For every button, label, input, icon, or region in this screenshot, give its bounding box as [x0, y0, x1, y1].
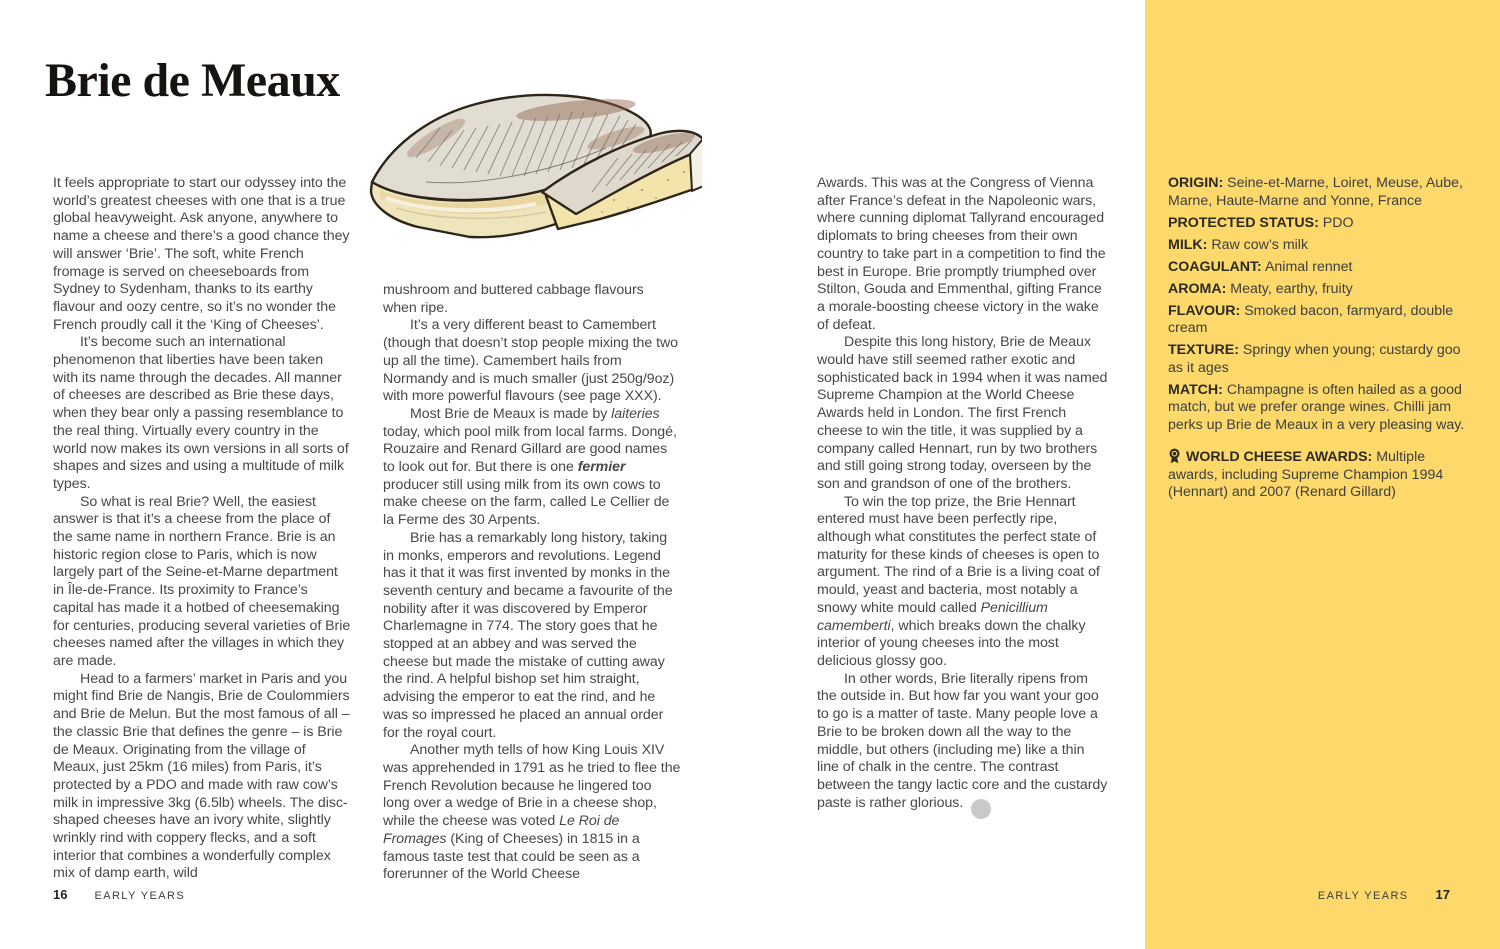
page-title: Brie de Meaux: [45, 54, 340, 107]
fact-label: ORIGIN:: [1168, 175, 1224, 191]
section-label-right: EARLY YEARS: [1317, 890, 1409, 902]
paragraph: Most Brie de Meaux is made by laiteries today, which pool milk from local farms. Dongé, Rouzaire and Renard Gillard are good names to look out for. But there is one fermier producer still using milk from its own cows to make cheese on the farm, called Le Cellier de la Ferme des 30 Arpents.: [383, 405, 677, 529]
brie-cheese-illustration: [366, 86, 702, 254]
fact-label: WORLD CHEESE AWARDS:: [1186, 449, 1373, 465]
page-number-left: 16: [53, 887, 68, 902]
footer-right: [1318, 887, 1450, 902]
fact-label: MATCH:: [1168, 381, 1223, 398]
paragraph: It’s become such an international phenomenon that liberties have been taken with its name through the decades. All manner of cheeses are described as Brie these days, when they bear only a passing resemblance to the real thing. Virtually every country in the world now makes its own versions in all sorts of shapes and sizes and using a multitude of milk types.: [53, 334, 349, 492]
paragraph: Brie has a remarkably long history, taking in monks, emperors and revolutions. Legend has it that it was first invented by monks in the seventh century and became a favourite of the nobility after it was discovered by Emperor Charlemagne in 774. The story goes that he stopped at an abbey and was served the cheese but made the mistake of cutting away the rind. A helpful bishop set him straight, advising the emperor to eat the rind, and he was so impressed he placed an annual order for the royal court.: [383, 529, 673, 741]
paragraph: In other words, Brie literally ripens from the outside in. But how far you want your goo to go is a matter of taste. Many people love a Brie to be broken down all the way to the middle, but others (including me) like a thin line of chalk in the centre. The contrast between the tangy lactic core and the custardy paste is rather glorious. PM: [817, 671, 1109, 819]
paragraph: Another myth tells of how King Louis XIV was apprehended in 1791 as he tried to flee the French Revolution because he lingered too long over a wedge of Brie in a cheese shop, while the cheese was voted Le Roi de Fromages (King of Cheeses) in 1815 in a famous taste test that could be seen as a forerunner of the World Cheese: [383, 742, 681, 883]
text-column-left: [53, 175, 351, 883]
paragraph: Despite this long history, Brie de Meaux would have still seemed rather exotic and sophisticated back in 1994 when it was named Supreme Champion at the World Cheese Awards held in London. The first French cheese to win the title, it was supplied by a company called Hennart, run by two brothers and still going strong today, overseen by the son and grandson of one of the brothers.: [817, 334, 1108, 492]
fact-label: MILK:: [1168, 236, 1208, 253]
paragraph: Head to a farmers’ market in Paris and you might find Brie de Nangis, Brie de Coulommiers and Brie de Melun. But the most famous of all – the classic Brie that defines the genre – is Brie de Meaux. Originating from the village of Meaux, just 25km (16 miles) from Paris, it’s protected by a PDO and made with raw cow’s milk in impressive 3kg (6.5lb) wheels. The disc-shaped cheeses have an ivory white, slightly wrinkly rind with coppery flecks, and a soft interior that combines a wonderfully complex mix of damp earth, wild: [53, 670, 350, 882]
award-rosette-icon: [1168, 448, 1181, 464]
fact-panel: [1168, 175, 1468, 506]
fact-label: TEXTURE:: [1168, 342, 1239, 358]
fact-label: FLAVOUR:: [1168, 302, 1241, 319]
paragraph: Awards. This was at the Congress of Vienna after France’s defeat in the Napoleonic wars, where cunning diplomat Tallyrand encouraged diplomats to bring cheeses from their own country to take part in a competition to find the best in Europe. Brie promptly triumphed over Stilton, Gouda and Emmenthal, gifting France a morale-boosting cheese victory in the wake of defeat.: [817, 175, 1106, 333]
fact-label: AROMA:: [1168, 280, 1227, 297]
fact-entry: WORLD CHEESE AWARDS: Multiple awards, including Supreme Champion 1994 (Hennart) and 2007 (Renard Gillard): [1168, 449, 1444, 500]
paragraph: So what is real Brie? Well, the easiest answer is that it’s a cheese from the place of the same name in northern France. Brie is an historic region close to Paris, which is now largely part of the Seine-et-Marne department in Île-de-France. Its proximity to France’s capital has made it a hotbed of cheesemaking for centuries, producing several varieties of Brie cheeses named after the villages in which they are made.: [53, 493, 351, 669]
fact-entry: TEXTURE: Springy when young; custardy goo as it ages: [1168, 342, 1461, 376]
text-column-right: [817, 175, 1109, 819]
footer-left: [53, 887, 185, 902]
paragraph: mushroom and buttered cabbage flavours when ripe.: [383, 282, 644, 316]
fact-entry: COAGULANT: Animal rennet: [1168, 258, 1353, 275]
fact-entry: ORIGIN: Seine-et-Marne, Loiret, Meuse, Aube, Marne, Haute-Marne and Yonne, France: [1168, 175, 1463, 209]
paragraph: It’s a very different beast to Camembert (though that doesn’t stop people mixing the two up all the time). Camembert hails from Normandy and is much smaller (just 250g/9oz) with more powerful flavours (see page XXX).: [383, 317, 678, 405]
fact-entry: AROMA: Meaty, earthy, fruity: [1168, 280, 1353, 297]
fact-label: PROTECTED STATUS:: [1168, 214, 1319, 231]
author-initials-badge: PM: [971, 799, 991, 819]
page-number-right: 17: [1435, 887, 1450, 902]
fact-panel-entries: [1168, 175, 1468, 502]
fact-entry: MILK: Raw cow’s milk: [1168, 236, 1309, 253]
fact-entry: PROTECTED STATUS: PDO: [1168, 214, 1354, 231]
fact-entry: MATCH: Champagne is often hailed as a good match, but we prefer orange wines. Chilli jam perks up Brie de Meaux in a very pleasing way.: [1168, 381, 1465, 433]
paragraph: To win the top prize, the Brie Hennart entered must have been perfectly ripe, although what constitutes the perfect state of maturity for these kinds of cheeses is open to argument. The rind of a Brie is a living coat of mould, yeast and bacteria, most notably a snowy white mould called Penicillium camemberti, which breaks down the chalky interior of young cheeses into the most delicious glossy goo.: [817, 493, 1100, 669]
fact-entry: FLAVOUR: Smoked bacon, farmyard, double cream: [1168, 302, 1454, 336]
fact-label: COAGULANT:: [1168, 258, 1262, 275]
paragraph: It feels appropriate to start our odyssey into the world’s greatest cheeses with one that is a true global heavyweight. Ask anyone, anywhere to name a cheese and there’s a good chance they will answer ‘Brie’. The soft, white French fromage is served on cheeseboards from Sydney to Sydenham, thanks to its earthy flavour and oozy centre, so it’s no wonder the French proudly call it the ‘King of Cheeses’.: [53, 175, 350, 333]
text-column-middle: [383, 282, 681, 884]
section-label-left: EARLY YEARS: [94, 890, 186, 902]
